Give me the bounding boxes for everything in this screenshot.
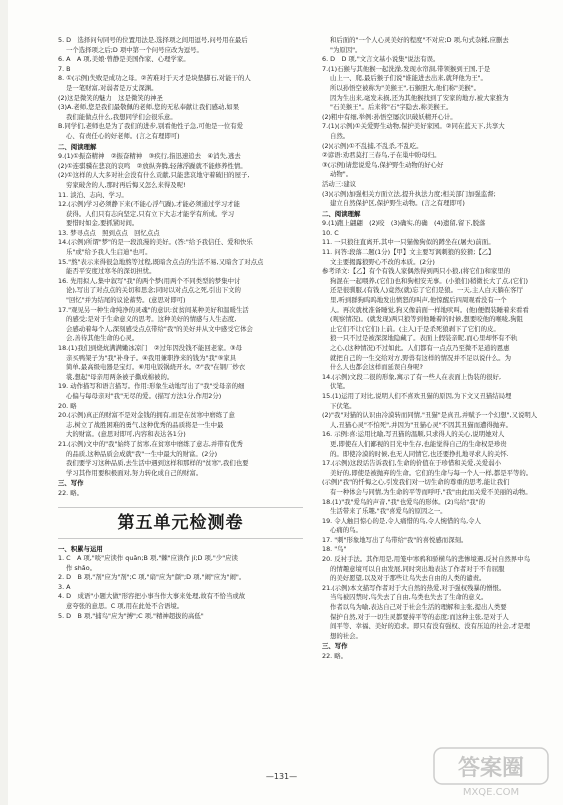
answer-line: 大的财富。(意思对即可,内容和表达各1分)	[66, 430, 186, 439]
answer-line: 乐"或"给予我人生启迪"也可。	[66, 248, 152, 257]
answer-line: 19. 令人触目惊心的是,令人痛惜的鸟,令人惋惜的鸟,令人	[322, 516, 481, 525]
answer-line: 21.(示例)本文描写作者对于大自然的热爱,对于强权残暴的憎恨。	[322, 583, 506, 592]
answer-line: 裳,想起"母亲用两条被子撕成棉被的。	[66, 372, 174, 381]
section-heading: 三、写作	[322, 642, 348, 651]
answer-line: 就把自己的一生交给对方,野兽有这样的情况并不足以说什么。为	[330, 353, 511, 362]
answer-line: 15."熬"表示来得很急地熬等过程,既暗含点点的生活不易,又暗含了对点点	[58, 257, 264, 266]
answer-line: 生活带来了乐趣,"我"喜爱鸟的原因之一。	[330, 507, 447, 516]
answer-line: 自然。	[330, 131, 350, 140]
answer-line: "回忆"并为结尾的议论蓄势。(意思对即可)	[66, 296, 186, 305]
answer-line: 参考译文:【乙】有个有钱人家偶然得到两只小狼,(将它们)和家里的	[322, 267, 511, 276]
answer-line: 10. C	[322, 228, 339, 237]
left-answers-after	[58, 545, 303, 622]
answer-line: 文主要揭露狼野心不改的本质。(2分)	[330, 257, 435, 266]
answer-line: 6. D D 项,"文言文基小说集"说法有误。	[322, 55, 440, 64]
answer-line: 还是很驯服,(有钱人)竟然(就)忘了它们是狼。一天,主人白天躺在客厅	[330, 286, 523, 295]
answer-line: 5. D B 项,"捕鸟"应为"搏";C 项,"精神超拔的高低"	[58, 611, 204, 620]
answer-line: 作者以鸟为喻,表达自己对于社会生活的理解和主张,提出人类要	[330, 603, 507, 612]
answer-line: 有一种体会与同情,为生命的平等而呼吁,"我"由此而关爱不美丽的动物。	[330, 487, 532, 496]
answer-line: 什么人也都会这样而延误自身呢?	[330, 363, 423, 372]
answer-line: 14.(示例)所谓"梦"的是一段浪漫的美好。(答:"给予我信任、爱和快乐	[58, 238, 253, 247]
answer-line: 保护自然,对于一切生灵都要持平等的态度;而这种主张,是对于人	[330, 612, 509, 621]
answer-line: 活动三:建议	[322, 179, 357, 188]
answer-line: 是一笔财富,对弱者是万丈深渊。	[66, 83, 158, 92]
answer-line: 20. 略	[58, 401, 77, 410]
answer-line: 想的社会。	[330, 631, 362, 640]
answer-line: 建立自然保护区,保护野生动物。(言之有理即可)	[330, 199, 465, 208]
answer-line: (2)①这样的人大多对社会没有什么贡献,只能悲哀地守着破旧的屋子,	[58, 171, 250, 180]
answer-line: (3)A.老师,您是我们最敬佩的老师,您的无私奉献让我们感动,如果	[58, 103, 240, 112]
answer-line: 15.(1)运用了对比,说明人们不喜欢丑猫的原因,为下文又丑猫结局埋	[322, 391, 512, 400]
answer-line: 动物"。	[330, 170, 353, 179]
answer-line: 1. C A 项,"啖"应读作 quān;B 项,"棘"应读作 jí;D 项,"少"应读	[58, 554, 238, 563]
answer-line: (2)"我"对猫的认识由冷漠转而同情,"丑猫"是真丑,并赋予一个幻想",又说明人	[322, 411, 538, 420]
answer-line: 5. D 选择问句同号的位置用法是,选择项之间用逗号,问号用在最后	[58, 36, 248, 44]
answer-line: 6. A A 项,美娘·曾静是美国作家、心理学家。	[58, 55, 190, 64]
answer-line: (2)粗中有细,举例:孙悟空屡次识破妖精开心计。	[322, 112, 457, 121]
answer-line: 17.(示例)这段话告诉我们,生命的价值在于珍惜和关爱,关爱弱小	[322, 459, 501, 468]
answer-line: 18. "鸟"	[322, 545, 347, 554]
section-heading: 二、阅读理解	[322, 209, 361, 218]
answer-line: 3. A	[58, 582, 71, 591]
answer-line: 和后面的"一个人心灵美好的程度"不对应;D 项,句式杂糅,应删去	[330, 36, 509, 44]
answer-line: 更,即使在人们鄙视的目光中生存,也能觉得自己的生命权是珍贵	[330, 439, 507, 448]
answer-line: 21.(示例)文中的"我"始终了贫寒,在贫寒中磨练了意志,并带有优秀	[58, 439, 243, 448]
answer-line: 当鸟被囚禁时,鸟失去了自由,鸟类也失去了生命的意义。	[330, 593, 488, 602]
answer-line: "为原因"。	[330, 45, 362, 54]
answer-line: 要惜时如金,要抓紧时间。	[66, 219, 139, 228]
answer-line: 简单,最高级电器是宝灯。⑥用电饭锅烧开水。⑦"我"在钢厂炒衣	[66, 363, 246, 372]
answer-line: (观察情况)。(就发现)两只狼等到他睡着的时候,想要咬他的喉咙,狗阻	[330, 315, 523, 324]
left-answers	[58, 36, 303, 499]
answer-line: 所以孙悟空被称为"美猴王",石猴胆大,他们称"美猴"。	[330, 83, 481, 92]
answer-line: 会感动着每个人,深刻感受点点带给"我"的美好并从文中感受它体会	[66, 324, 253, 333]
answer-line: 17. "刺"形象地写出了鸟带给"我"的喜悦感而深刻。	[322, 535, 468, 544]
answer-line: 11. 淡泊、志向、学习。	[58, 190, 128, 199]
answer-line: 13. 梦寻点点 照到点点 回忆点点	[58, 228, 160, 237]
answer-line: 穷家破舍的人,那时再后悔又怎么来得及呢!	[66, 180, 186, 189]
answer-line: 的情趣意境可以自由发展,同时突出地表达了作者对于不肯屈服	[330, 564, 505, 573]
section-heading: 三、写作	[58, 479, 84, 488]
answer-line: 之心,(这种情况)不过如此。人们都有一点点乃至微不足道的恩惠	[330, 344, 510, 352]
answer-line: 山上一、爬,最后猴子们说"谁能进去出来,就拜他为王"。	[330, 74, 487, 83]
answer-line: 狗混在一起喂养,(它们)也和狗相安无事。(小狼们)稍微长大了点,(它们)	[330, 276, 528, 285]
answer-line: 20.(示例)真正的财富不是对金钱的拥有,而是在贫寒中磨练了意	[58, 411, 235, 420]
answer-line: 的品质,这种品质会成就"我"一生中最大的财富。(2分)	[66, 449, 218, 458]
answer-line: (2)①连骐骥在悲哀的哀鸣 ②放纵奔腾,轻薄浮躁就不能修养性情。	[58, 161, 247, 170]
answer-line: 人。再次就枕准备睡觉,狗又像前面一样地吠叫。(他)便假装睡着来看看	[330, 305, 529, 314]
page-number: —131—	[265, 772, 298, 781]
answer-line: 学习其作用要积极面对,努力转化成自己的财富。	[66, 468, 203, 477]
answer-line: (3)(示例)加强相关方面立法,提升执法力度;相关部门加强监督;	[322, 189, 496, 198]
answer-line: 14.(示例)文段二很的形象,寓示了有一些人在表面上伪装的很好,	[322, 372, 501, 381]
answer-line: 9.(1)跑上翩翩 (2)咬 (3)确实,的确 (4)遗留,留下,脱落	[322, 219, 486, 228]
answer-line: 11. 问答:段落二题(1分)【甲】文主要写讽刺狼的狡猾;【乙】	[322, 248, 495, 257]
left-column	[58, 36, 303, 621]
watermark-sub-text: MXQE.COM	[462, 787, 520, 798]
answer-line: 伏笔。	[330, 382, 350, 391]
answer-line: 狼一只不过是被深深地隐藏了。表面上假装亲昵,而心里却怀有不轨	[330, 334, 518, 343]
answer-line: 我们要学习这种品质,去生活中遇到这样和那样的"贫寒",我们也要	[66, 459, 249, 468]
answer-line: 论),写出了对点点的关切和思念;同时以对点点之死,引出下文的	[66, 286, 241, 295]
section-heading: 二、阅读理解	[58, 142, 97, 151]
answer-line: ②谚语:劝君莫打三春鸟,子在巢中盼母归。	[322, 151, 441, 160]
answer-line: 我们能做点什么,我想同学们会很乐意。	[66, 112, 177, 121]
section-heading: 一、积累与运用	[58, 544, 103, 553]
answer-line: B.同学们,老师也是为了我们的进步,别看他性子急,可他是一位有爱	[58, 122, 244, 131]
answer-line: 志,树立了战胜困难的勇气,这种优秀的品质将是一生中最	[66, 420, 224, 429]
answer-line: 作 shǎo。	[66, 563, 97, 572]
answer-line: 一个选择项之后;D 项中第一个问号应改为逗号。	[66, 45, 203, 54]
answer-line: 19. 动作描写和语言描写。作用:形象生动地写出了"我"受母亲的细	[58, 382, 245, 391]
answer-line: 心偏与每母亲对"我"无尽的爱。(描写方法1分,作用2分)	[66, 391, 222, 400]
answer-line: 人,丑猫心灵"不怕死",并因为"丑猫心灵"不因其丑猫而遭得抛弃。	[330, 420, 512, 429]
answer-line: 11. 一只狼往直离开,其中一只猫像狗似的蹲坐在(屠夫)前面。	[322, 238, 495, 247]
answer-line: 心、有责任心的好老师。(言之有理即可)	[66, 131, 180, 140]
answer-line: 7.(1)(示例)①关爱野生动物,保护美好家园。②同在蓝天下,共享大	[322, 122, 505, 131]
page-binding-edge	[0, 0, 8, 805]
answer-line: (2)(示例)①不乱捕,不乱杀,不乱吃。	[322, 141, 423, 150]
answer-line: 20. 反衬手法。其作用是,用笼中寒鸦和骄横鸟的悲惨境遇,反衬自然界中鸟	[322, 555, 530, 564]
answer-line: ③(示例)请您说爱鸟,保护野生动物的好心好	[322, 160, 444, 169]
answer-line: 美好的,即使是被抛弃的生命。它们的生命与每一个人一样,都是平等的。	[330, 468, 533, 477]
answer-line: 4. D 成语"小题大做"形容把小事当作大事来处理,故有不恰当或故	[58, 592, 246, 601]
answer-line: 获得。人们只有志向坚定,只有立下大志才能学有所成。学习	[66, 209, 235, 218]
answer-line: 2. D B 项,"剂"应为"剂";C 项,"扇"应为"颜";D 项,"闹"应为"闹"。	[58, 573, 246, 582]
answer-line: 16. 先用拟人,集中叙写"我"的两个梦(用两个不同类型的梦集中讨	[58, 276, 241, 285]
answer-line: 能否平安度过寒冬的深切担忧。	[66, 267, 156, 276]
answer-line: 下伏笔。	[330, 401, 356, 410]
answer-line: 7.(1)石猴与其他猴一起洗澡,发现水帘洞,带领猴到王国,于是	[322, 64, 491, 73]
answer-line: (2)这是微笑的魅力 这是微笑的神圣	[58, 93, 163, 102]
answer-line: 止它们不让(它们)上前。(主人)于是杀死狼剥下了它们的皮。	[330, 324, 500, 333]
answer-line: 16. 示例:喜:运用比喻,写丑猫的温顺,只求得人的关心,说明她对人	[322, 430, 505, 439]
answer-line: 意夸张的意思。C 项,用在此处不合语境。	[66, 602, 184, 611]
answer-line: 会,善待其他生命的心灵。	[66, 334, 139, 343]
watermark-logo-icon	[432, 744, 550, 798]
right-column	[322, 36, 542, 662]
answer-line: 的感受;是对于生命意义的思考。这种美好的情感与人生态度,	[66, 315, 237, 324]
answer-line: "石美猴王"。后来将"石"字隐去,称美猴王。	[330, 103, 453, 112]
watermark-main-text: 答案圈	[457, 756, 525, 781]
answer-line: 22. 略。	[322, 652, 347, 660]
answer-line: 间平等、幸福、美好的追求。即只有没有强权、没有压迫的社会,才是理	[330, 622, 531, 631]
answer-line: 因为生出来,毫发未损,还为其他猴找到了安家的地方,被大家推为	[330, 93, 509, 102]
answer-line: 7. B	[58, 64, 71, 73]
answer-line: 18.(1)"我"爱鸟的声音,"我"也爱鸟的形体。(2)鸟给"我"的	[322, 497, 485, 506]
answer-line: 的美好愿望,以及对于那些让鸟失去自由的人类的谴责。	[330, 574, 486, 583]
answer-line: 22. 略。	[58, 488, 83, 497]
answer-line: 的。即使冷漠的时候,也无人同情它,也还要挣扎地寻求人的关怀.	[330, 449, 509, 458]
answer-line: 12.(示例)学习必须静下来(不能心浮气躁),才能必须通过学习才能	[58, 200, 240, 209]
answer-line: 里,听到群狗呜呜地发出愤怒的叫声,他惊醒后四周观看没有一个	[330, 296, 507, 305]
unit-test-banner: 第五单元检测卷	[58, 507, 303, 539]
answer-line: (示例)"我"的忏悔之心,引发我们对一切生命的尊重的思考,能让我们	[322, 478, 510, 487]
answer-line: 17."观见另一种生命纯净的灵魂"的意识:贫贫间某种美好和温暖生活	[58, 305, 249, 314]
answer-line: 亲买鸭架子为"我"补身子。④我用兼职挣来的钱为"我"⑤家具	[66, 353, 237, 362]
answer-line: 18.(1)我们到烧炕满满嫩冰凉门 ②过年因没钱不能回老家。③母	[58, 344, 243, 352]
answer-line: 8. ①(示例)失败是成功之母。②苦难对于天才是块垫脚石,对能干的人	[58, 74, 251, 83]
right-answers	[322, 36, 542, 662]
answer-line: 心痛的鸟。	[330, 526, 362, 535]
answer-line: 9.(1)①振奋精神 ②振奋精神 ③疾行,指迅速追去 ④消失,逃去	[58, 152, 241, 161]
